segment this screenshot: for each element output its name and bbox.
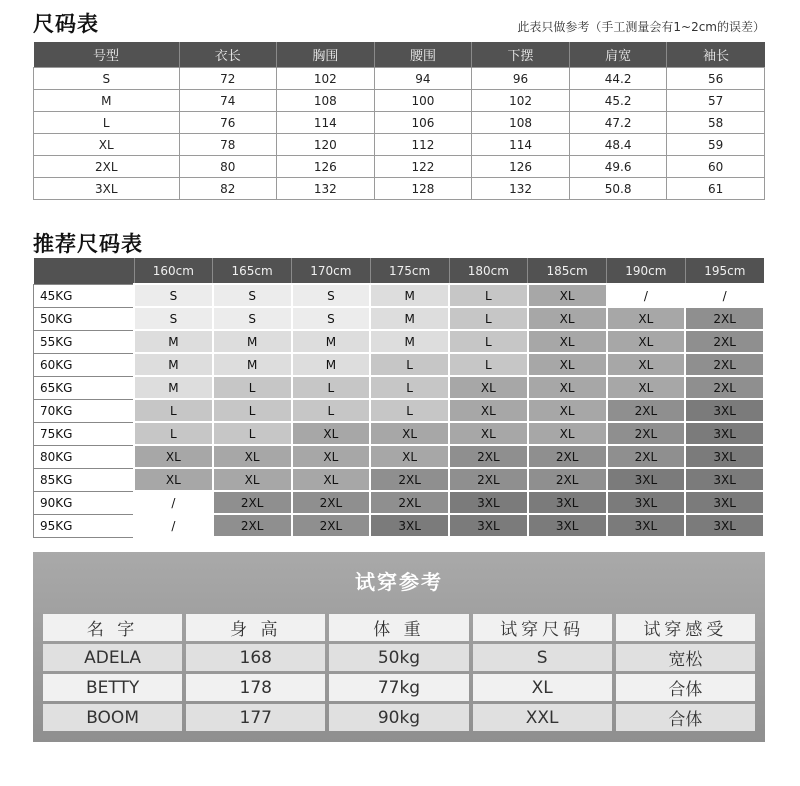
recommended-size-cell: M bbox=[292, 353, 371, 376]
size-value-cell: 44.2 bbox=[569, 68, 667, 90]
recommend-row bbox=[34, 353, 765, 376]
tryon-cell: ADELA bbox=[43, 644, 182, 671]
size-value-cell: 82 bbox=[179, 178, 277, 200]
recommended-size-cell: XL bbox=[528, 307, 607, 330]
tryon-table bbox=[39, 611, 759, 734]
recommended-size-cell: M bbox=[370, 307, 449, 330]
recommended-size-cell: 2XL bbox=[607, 445, 686, 468]
recommended-size-cell: L bbox=[213, 422, 292, 445]
weight-label-cell: 50KG bbox=[34, 307, 135, 330]
recommended-size-cell: XL bbox=[528, 284, 607, 307]
size-chart-row bbox=[34, 112, 765, 134]
size-value-cell: 56 bbox=[667, 68, 765, 90]
height-header-cell: 185cm bbox=[528, 258, 607, 284]
size-value-cell: 100 bbox=[374, 90, 472, 112]
recommended-size-cell: 3XL bbox=[685, 468, 764, 491]
recommend-row bbox=[34, 330, 765, 353]
recommended-size-cell: L bbox=[449, 330, 528, 353]
size-header-cell: 腰围 bbox=[374, 42, 472, 68]
size-label-cell: 2XL bbox=[34, 156, 180, 178]
size-value-cell: 58 bbox=[667, 112, 765, 134]
tryon-cell: 90kg bbox=[329, 704, 468, 731]
tryon-row bbox=[43, 644, 755, 671]
recommended-size-cell: XL bbox=[292, 468, 371, 491]
size-value-cell: 132 bbox=[277, 178, 375, 200]
size-value-cell: 94 bbox=[374, 68, 472, 90]
weight-label-cell: 55KG bbox=[34, 330, 135, 353]
recommended-size-cell: S bbox=[213, 307, 292, 330]
recommended-size-cell: 2XL bbox=[213, 514, 292, 537]
tryon-cell: 合体 bbox=[616, 704, 755, 731]
recommended-size-cell: XL bbox=[528, 376, 607, 399]
recommended-size-cell: XL bbox=[213, 445, 292, 468]
size-header-cell: 胸围 bbox=[277, 42, 375, 68]
recommended-size-cell: XL bbox=[607, 376, 686, 399]
size-value-cell: 132 bbox=[472, 178, 570, 200]
recommended-size-cell: / bbox=[134, 514, 213, 537]
recommended-size-cell: 2XL bbox=[449, 468, 528, 491]
tryon-cell: 178 bbox=[186, 674, 325, 701]
tryon-row bbox=[43, 674, 755, 701]
recommended-size-cell: 2XL bbox=[528, 468, 607, 491]
size-label-cell: 3XL bbox=[34, 178, 180, 200]
recommend-chart-table bbox=[33, 258, 765, 538]
size-value-cell: 78 bbox=[179, 134, 277, 156]
recommended-size-cell: XL bbox=[134, 468, 213, 491]
size-value-cell: 126 bbox=[472, 156, 570, 178]
weight-label-cell: 85KG bbox=[34, 468, 135, 491]
recommended-size-cell: XL bbox=[449, 376, 528, 399]
recommended-size-cell: 2XL bbox=[607, 422, 686, 445]
recommended-size-cell: 3XL bbox=[685, 399, 764, 422]
recommended-size-cell: L bbox=[449, 353, 528, 376]
recommend-row bbox=[34, 284, 765, 307]
height-header-cell: 165cm bbox=[213, 258, 292, 284]
recommended-size-cell: 2XL bbox=[607, 399, 686, 422]
recommended-size-cell: 3XL bbox=[685, 422, 764, 445]
size-value-cell: 49.6 bbox=[569, 156, 667, 178]
weight-label-cell: 45KG bbox=[34, 284, 135, 307]
size-value-cell: 106 bbox=[374, 112, 472, 134]
recommend-row bbox=[34, 491, 765, 514]
recommended-size-cell: L bbox=[370, 399, 449, 422]
tryon-cell: 168 bbox=[186, 644, 325, 671]
recommended-size-cell: XL bbox=[528, 330, 607, 353]
recommended-size-cell: M bbox=[134, 353, 213, 376]
tryon-row bbox=[43, 704, 755, 731]
size-value-cell: 96 bbox=[472, 68, 570, 90]
recommended-size-cell: XL bbox=[292, 445, 371, 468]
size-value-cell: 45.2 bbox=[569, 90, 667, 112]
tryon-cell: 177 bbox=[186, 704, 325, 731]
recommend-header-row bbox=[34, 258, 765, 284]
tryon-cell: 50kg bbox=[329, 644, 468, 671]
recommended-size-cell: M bbox=[213, 330, 292, 353]
weight-label-cell: 70KG bbox=[34, 399, 135, 422]
recommended-size-cell: L bbox=[370, 353, 449, 376]
recommended-size-cell: 2XL bbox=[685, 376, 764, 399]
height-header-cell: 190cm bbox=[607, 258, 686, 284]
size-header-cell: 号型 bbox=[34, 42, 180, 68]
recommended-size-cell: 2XL bbox=[292, 514, 371, 537]
recommended-size-cell: 2XL bbox=[685, 330, 764, 353]
recommend-row bbox=[34, 376, 765, 399]
recommended-size-cell: L bbox=[449, 307, 528, 330]
size-header-cell: 下摆 bbox=[472, 42, 570, 68]
height-header-cell: 170cm bbox=[292, 258, 371, 284]
recommended-size-cell: 2XL bbox=[292, 491, 371, 514]
recommend-row bbox=[34, 422, 765, 445]
recommend-chart-title: 推荐尺码表 bbox=[33, 232, 143, 256]
tryon-cell: BOOM bbox=[43, 704, 182, 731]
recommended-size-cell: L bbox=[449, 284, 528, 307]
recommended-size-cell: M bbox=[292, 330, 371, 353]
tryon-header-cell: 体 重 bbox=[329, 614, 468, 641]
size-value-cell: 72 bbox=[179, 68, 277, 90]
recommended-size-cell: 2XL bbox=[528, 445, 607, 468]
recommended-size-cell: / bbox=[134, 491, 213, 514]
size-chart-row bbox=[34, 134, 765, 156]
tryon-cell: S bbox=[473, 644, 612, 671]
recommended-size-cell: XL bbox=[528, 422, 607, 445]
size-value-cell: 48.4 bbox=[569, 134, 667, 156]
recommended-size-cell: S bbox=[292, 284, 371, 307]
recommended-size-cell: 3XL bbox=[370, 514, 449, 537]
size-label-cell: S bbox=[34, 68, 180, 90]
recommended-size-cell: L bbox=[134, 399, 213, 422]
tryon-header-cell: 试穿尺码 bbox=[473, 614, 612, 641]
recommended-size-cell: 2XL bbox=[685, 353, 764, 376]
recommended-size-cell: L bbox=[292, 399, 371, 422]
size-chart-row bbox=[34, 90, 765, 112]
size-value-cell: 57 bbox=[667, 90, 765, 112]
recommended-size-cell: 2XL bbox=[449, 445, 528, 468]
size-chart-row bbox=[34, 178, 765, 200]
recommended-size-cell: 2XL bbox=[685, 307, 764, 330]
recommended-size-cell: XL bbox=[370, 445, 449, 468]
recommended-size-cell: XL bbox=[607, 353, 686, 376]
size-value-cell: 108 bbox=[472, 112, 570, 134]
size-value-cell: 47.2 bbox=[569, 112, 667, 134]
size-chart-table bbox=[33, 42, 765, 200]
recommended-size-cell: 3XL bbox=[449, 491, 528, 514]
size-chart-row bbox=[34, 68, 765, 90]
recommended-size-cell: M bbox=[213, 353, 292, 376]
recommended-size-cell: 3XL bbox=[449, 514, 528, 537]
weight-label-cell: 80KG bbox=[34, 445, 135, 468]
tryon-cell: BETTY bbox=[43, 674, 182, 701]
size-value-cell: 74 bbox=[179, 90, 277, 112]
weight-label-cell: 95KG bbox=[34, 514, 135, 537]
recommend-row bbox=[34, 307, 765, 330]
recommended-size-cell: S bbox=[134, 284, 213, 307]
size-value-cell: 60 bbox=[667, 156, 765, 178]
recommended-size-cell: XL bbox=[528, 399, 607, 422]
recommended-size-cell: 3XL bbox=[528, 491, 607, 514]
size-value-cell: 122 bbox=[374, 156, 472, 178]
recommended-size-cell: S bbox=[213, 284, 292, 307]
size-value-cell: 102 bbox=[472, 90, 570, 112]
size-value-cell: 76 bbox=[179, 112, 277, 134]
recommended-size-cell: L bbox=[134, 422, 213, 445]
size-value-cell: 114 bbox=[472, 134, 570, 156]
size-header-cell: 衣长 bbox=[179, 42, 277, 68]
size-value-cell: 80 bbox=[179, 156, 277, 178]
recommended-size-cell: XL bbox=[213, 468, 292, 491]
weight-label-cell: 75KG bbox=[34, 422, 135, 445]
recommended-size-cell: M bbox=[134, 376, 213, 399]
height-header-cell: 180cm bbox=[449, 258, 528, 284]
size-header-cell: 肩宽 bbox=[569, 42, 667, 68]
size-value-cell: 114 bbox=[277, 112, 375, 134]
tryon-header-cell: 名 字 bbox=[43, 614, 182, 641]
recommended-size-cell: XL bbox=[449, 422, 528, 445]
size-label-cell: XL bbox=[34, 134, 180, 156]
tryon-header-row bbox=[43, 614, 755, 641]
size-value-cell: 59 bbox=[667, 134, 765, 156]
recommended-size-cell: XL bbox=[370, 422, 449, 445]
recommended-size-cell: S bbox=[292, 307, 371, 330]
recommended-size-cell: S bbox=[134, 307, 213, 330]
measurement-note: 此表只做参考（手工测量会有1~2cm的误差） bbox=[517, 20, 765, 34]
size-value-cell: 50.8 bbox=[569, 178, 667, 200]
recommended-size-cell: XL bbox=[607, 330, 686, 353]
recommended-size-cell: 3XL bbox=[607, 491, 686, 514]
recommended-size-cell: 3XL bbox=[685, 514, 764, 537]
tryon-cell: 合体 bbox=[616, 674, 755, 701]
recommended-size-cell: L bbox=[292, 376, 371, 399]
height-header-cell: 195cm bbox=[685, 258, 764, 284]
recommended-size-cell: 3XL bbox=[685, 445, 764, 468]
size-value-cell: 126 bbox=[277, 156, 375, 178]
recommended-size-cell: XL bbox=[134, 445, 213, 468]
tryon-panel bbox=[33, 552, 765, 742]
recommended-size-cell: M bbox=[134, 330, 213, 353]
size-value-cell: 128 bbox=[374, 178, 472, 200]
recommended-size-cell: 2XL bbox=[370, 468, 449, 491]
size-label-cell: M bbox=[34, 90, 180, 112]
recommended-size-cell: XL bbox=[292, 422, 371, 445]
size-label-cell: L bbox=[34, 112, 180, 134]
tryon-title: 试穿参考 bbox=[355, 570, 443, 594]
weight-label-cell: 90KG bbox=[34, 491, 135, 514]
recommend-row bbox=[34, 445, 765, 468]
recommended-size-cell: XL bbox=[528, 353, 607, 376]
size-value-cell: 102 bbox=[277, 68, 375, 90]
recommended-size-cell: 3XL bbox=[685, 491, 764, 514]
tryon-cell: XL bbox=[473, 674, 612, 701]
recommended-size-cell: / bbox=[607, 284, 686, 307]
recommend-row bbox=[34, 468, 765, 491]
tryon-cell: 77kg bbox=[329, 674, 468, 701]
recommend-row bbox=[34, 399, 765, 422]
size-value-cell: 120 bbox=[277, 134, 375, 156]
recommended-size-cell: XL bbox=[449, 399, 528, 422]
size-value-cell: 61 bbox=[667, 178, 765, 200]
size-chart-title: 尺码表 bbox=[33, 12, 99, 36]
recommended-size-cell: M bbox=[370, 330, 449, 353]
tryon-cell: XXL bbox=[473, 704, 612, 731]
weight-label-cell: 60KG bbox=[34, 353, 135, 376]
size-chart-row bbox=[34, 156, 765, 178]
recommended-size-cell: L bbox=[213, 376, 292, 399]
recommended-size-cell: XL bbox=[607, 307, 686, 330]
recommended-size-cell: 2XL bbox=[370, 491, 449, 514]
size-value-cell: 112 bbox=[374, 134, 472, 156]
recommend-row bbox=[34, 514, 765, 537]
size-header-cell: 袖长 bbox=[667, 42, 765, 68]
tryon-header-cell: 试穿感受 bbox=[616, 614, 755, 641]
recommended-size-cell: L bbox=[370, 376, 449, 399]
recommended-size-cell: L bbox=[213, 399, 292, 422]
recommended-size-cell: M bbox=[370, 284, 449, 307]
size-chart-header-row bbox=[34, 42, 765, 68]
recommended-size-cell: 3XL bbox=[607, 468, 686, 491]
recommend-corner-cell bbox=[34, 258, 135, 284]
tryon-header-cell: 身 高 bbox=[186, 614, 325, 641]
recommended-size-cell: 3XL bbox=[607, 514, 686, 537]
tryon-cell: 宽松 bbox=[616, 644, 755, 671]
size-value-cell: 108 bbox=[277, 90, 375, 112]
weight-label-cell: 65KG bbox=[34, 376, 135, 399]
height-header-cell: 160cm bbox=[134, 258, 213, 284]
height-header-cell: 175cm bbox=[370, 258, 449, 284]
recommended-size-cell: / bbox=[685, 284, 764, 307]
recommended-size-cell: 3XL bbox=[528, 514, 607, 537]
recommended-size-cell: 2XL bbox=[213, 491, 292, 514]
